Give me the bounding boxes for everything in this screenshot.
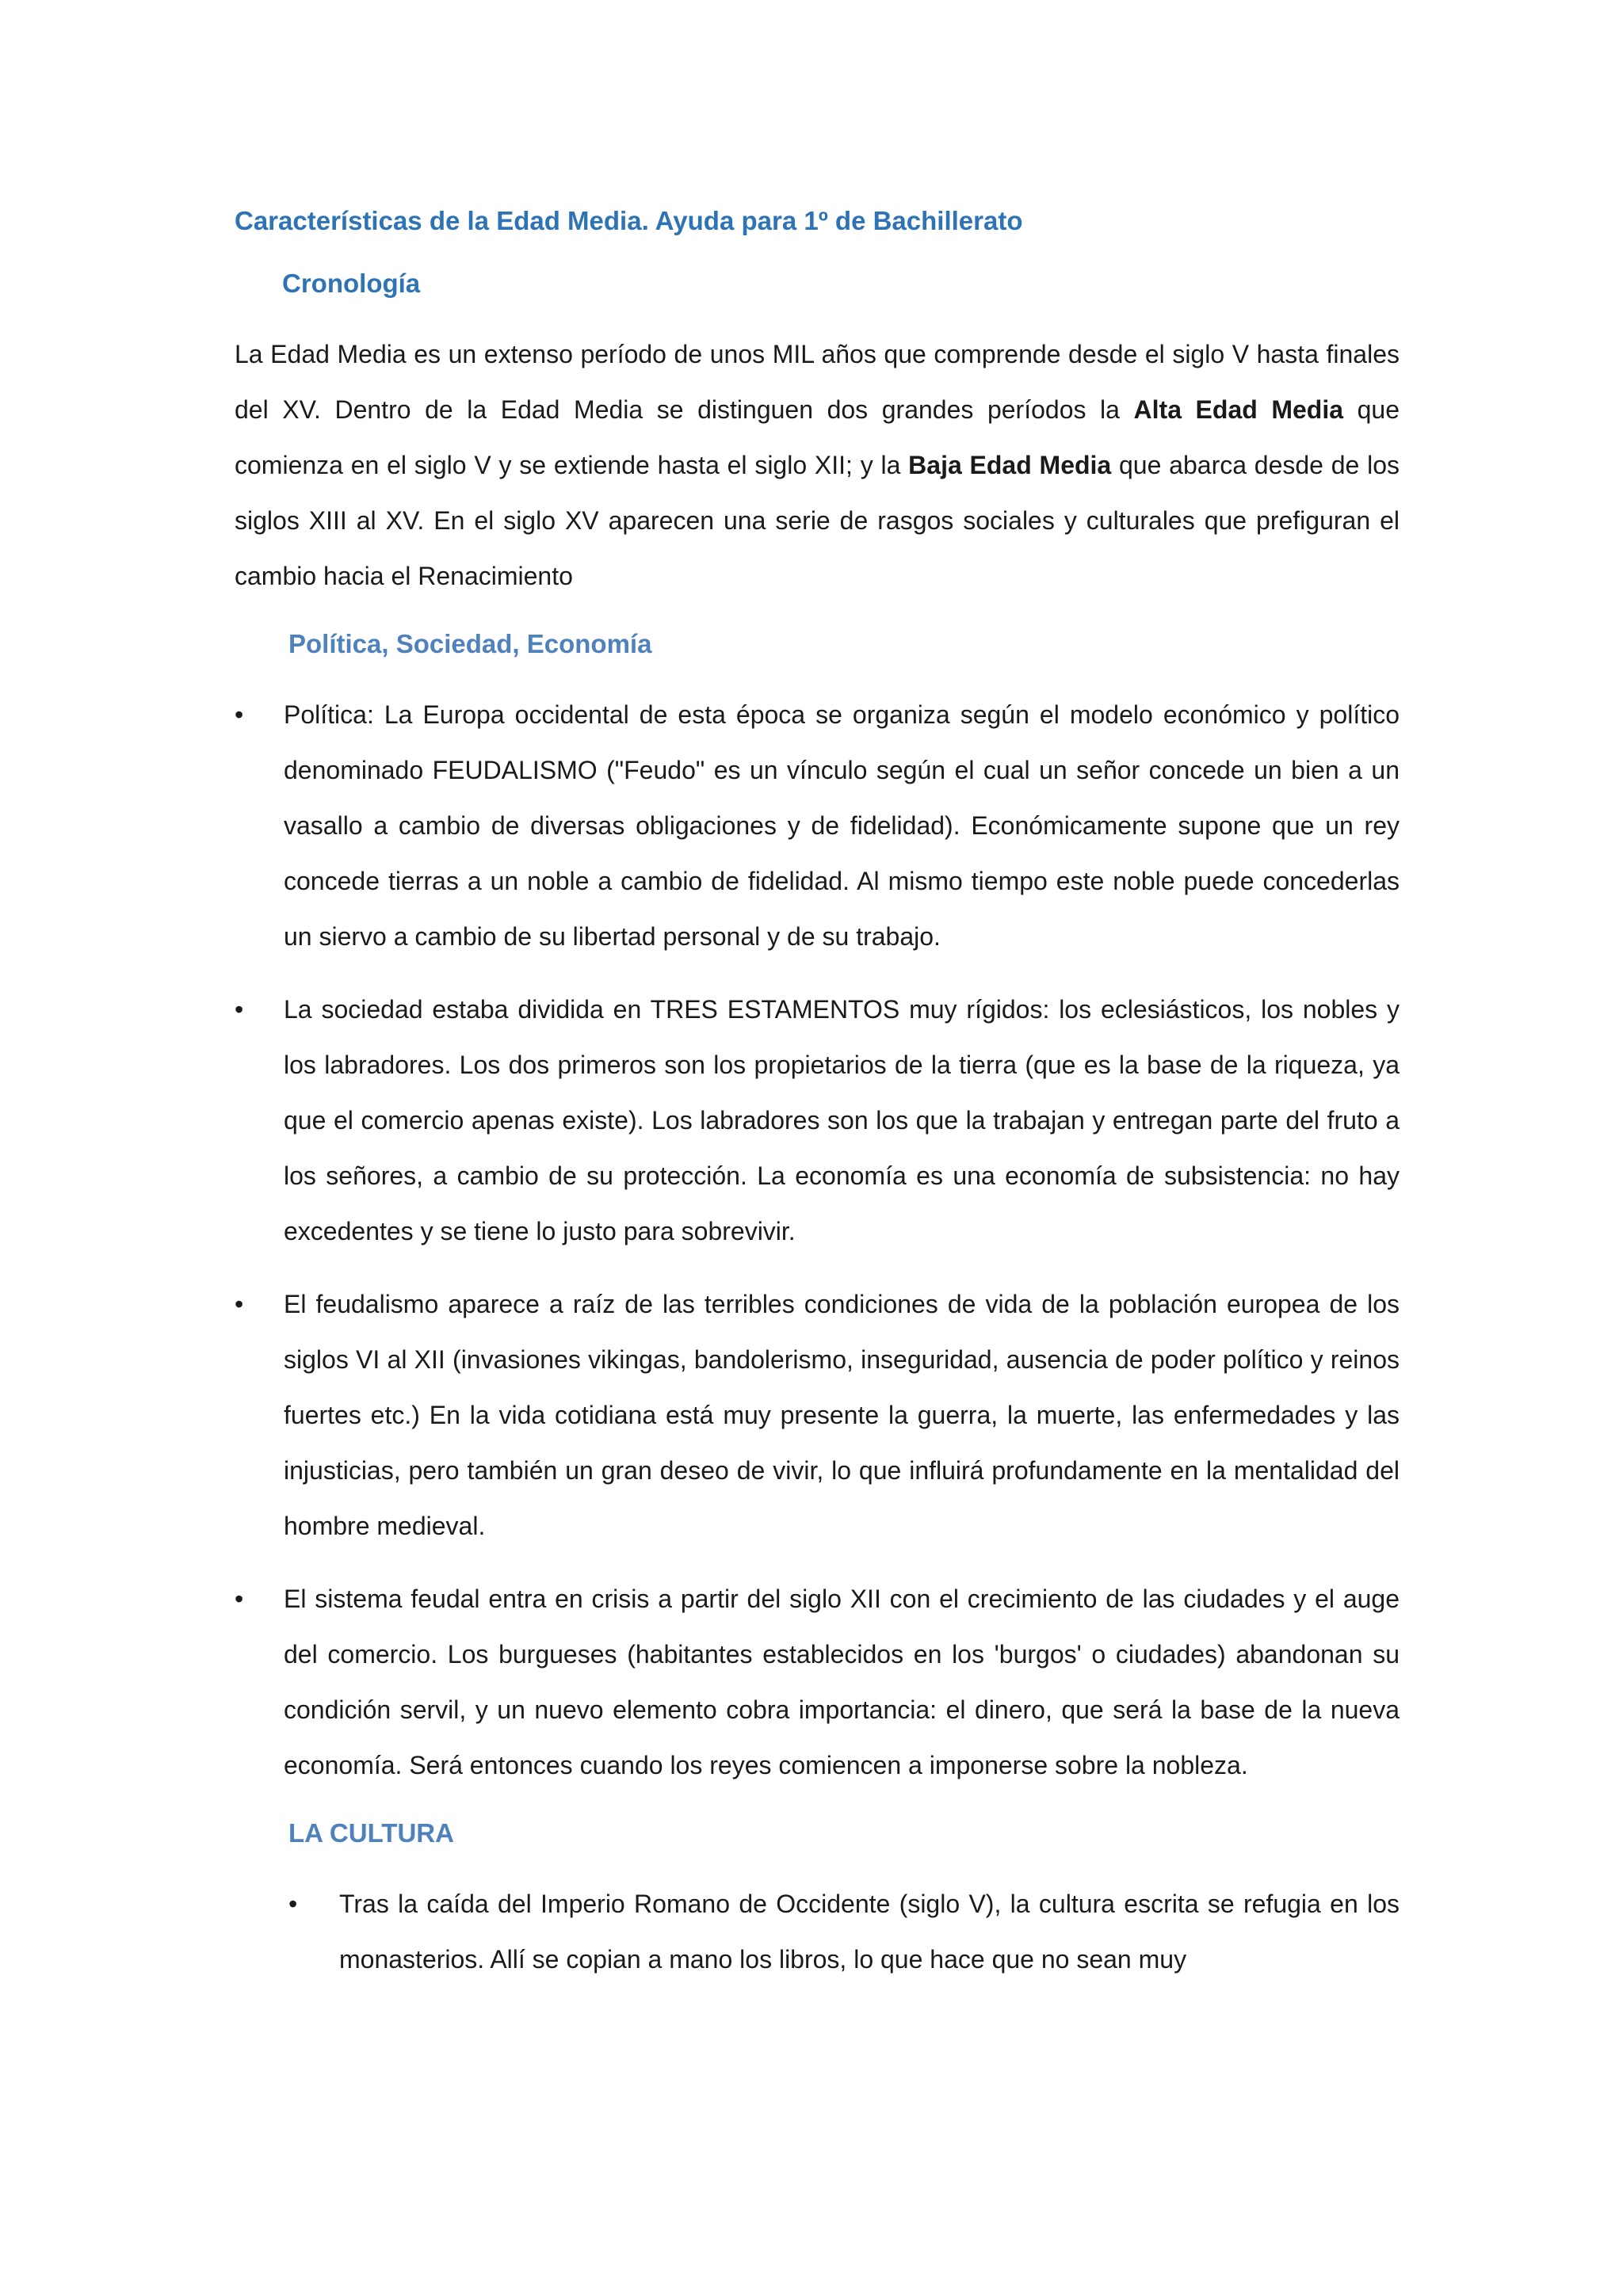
heading-cronologia: Cronología <box>282 268 421 298</box>
list-item-text: La sociedad estaba dividida en TRES ESTAMENTOS muy rígidos: los eclesiásticos, los nobles y los labradores. Los dos primeros son los propietarios de la tierra (que es la base de la riqueza, ya que el comercio apenas existe). Los labradores son los que la trabajan y entregan parte del fruto a los señores, a cambio de su protección. La economía es una economía de subsistencia: no hay excedentes y se tiene lo justo para sobrevivir. <box>284 994 1400 1245</box>
text-run: La Edad Media es un extenso período de unos MIL años que comprende desde el siglo V hasta finales del XV. Dentro de la Edad Media se distinguen dos grandes períodos la <box>235 339 1400 424</box>
bullet-icon: • <box>235 700 244 729</box>
list-item-text: El sistema feudal entra en crisis a partir del siglo XII con el crecimiento de las ciudades y el auge del comercio. Los burgueses (habitantes establecidos en los 'burgos' o ciudades) abandonan su condición servil, y un nuevo elemento cobra importancia: el dinero, que será la base de la nueva economía. Será entonces cuando los reyes comiencen a imponerse sobre la nobleza. <box>284 1584 1400 1779</box>
list-item-text: El feudalismo aparece a raíz de las terribles condiciones de vida de la población europea de los siglos VI al XII (invasiones vikingas, bandolerismo, inseguridad, ausencia de poder político y reinos fuertes etc.) En la vida cotidiana está muy presente la guerra, la muerte, las enfermedades y las injusticias, pero también un gran deseo de vivir, lo que influirá profundamente en la mentalidad del hombre medieval. <box>284 1289 1400 1540</box>
bullet-icon: • <box>235 1584 244 1613</box>
bullet-icon: • <box>235 994 244 1024</box>
document-page <box>235 204 1400 2011</box>
bold-alta-edad-media: Alta Edad Media <box>1133 395 1344 424</box>
text-run: que comienza en el siglo V y se extiende hasta el siglo XII; y la <box>235 395 1400 479</box>
list-item-text: Tras la caída del Imperio Romano de Occidente (siglo V), la cultura escrita se refugia en los monasterios. Allí se copian a mano los libros, lo que hace que no sean muy <box>339 1889 1400 1974</box>
list-item <box>235 1571 1400 1793</box>
bullet-list-politica <box>235 687 1400 1793</box>
bullet-list-cultura <box>235 1876 1400 1987</box>
document-title: Características de la Edad Media. Ayuda para 1º de Bachillerato <box>235 206 1023 235</box>
list-item <box>235 1876 1400 1987</box>
heading-cultura: LA CULTURA <box>288 1817 454 1848</box>
list-item <box>235 687 1400 964</box>
list-item <box>235 1276 1400 1554</box>
text-run: que abarca desde de los siglos XIII al XV. En el siglo XV aparecen una serie de rasgos sociales y culturales que prefiguran el cambio hacia el Renacimiento <box>235 450 1400 590</box>
list-item-text: Política: La Europa occidental de esta época se organiza según el modelo económico y político denominado FEUDALISMO ("Feudo" es un vínculo según el cual un señor concede un bien a un vasallo a cambio de diversas obligaciones y de fidelidad). Económicamente supone que un rey concede tierras a un noble a cambio de fidelidad. Al mismo tiempo este noble puede concederlas un siervo a cambio de su libertad personal y de su trabajo. <box>284 700 1400 951</box>
bold-baja-edad-media: Baja Edad Media <box>908 450 1112 479</box>
bullet-icon: • <box>235 1289 244 1318</box>
heading-politica: Política, Sociedad, Economía <box>288 628 652 658</box>
bullet-icon: • <box>288 1889 298 1918</box>
list-item <box>235 982 1400 1259</box>
paragraph-cronologia <box>235 326 1400 604</box>
